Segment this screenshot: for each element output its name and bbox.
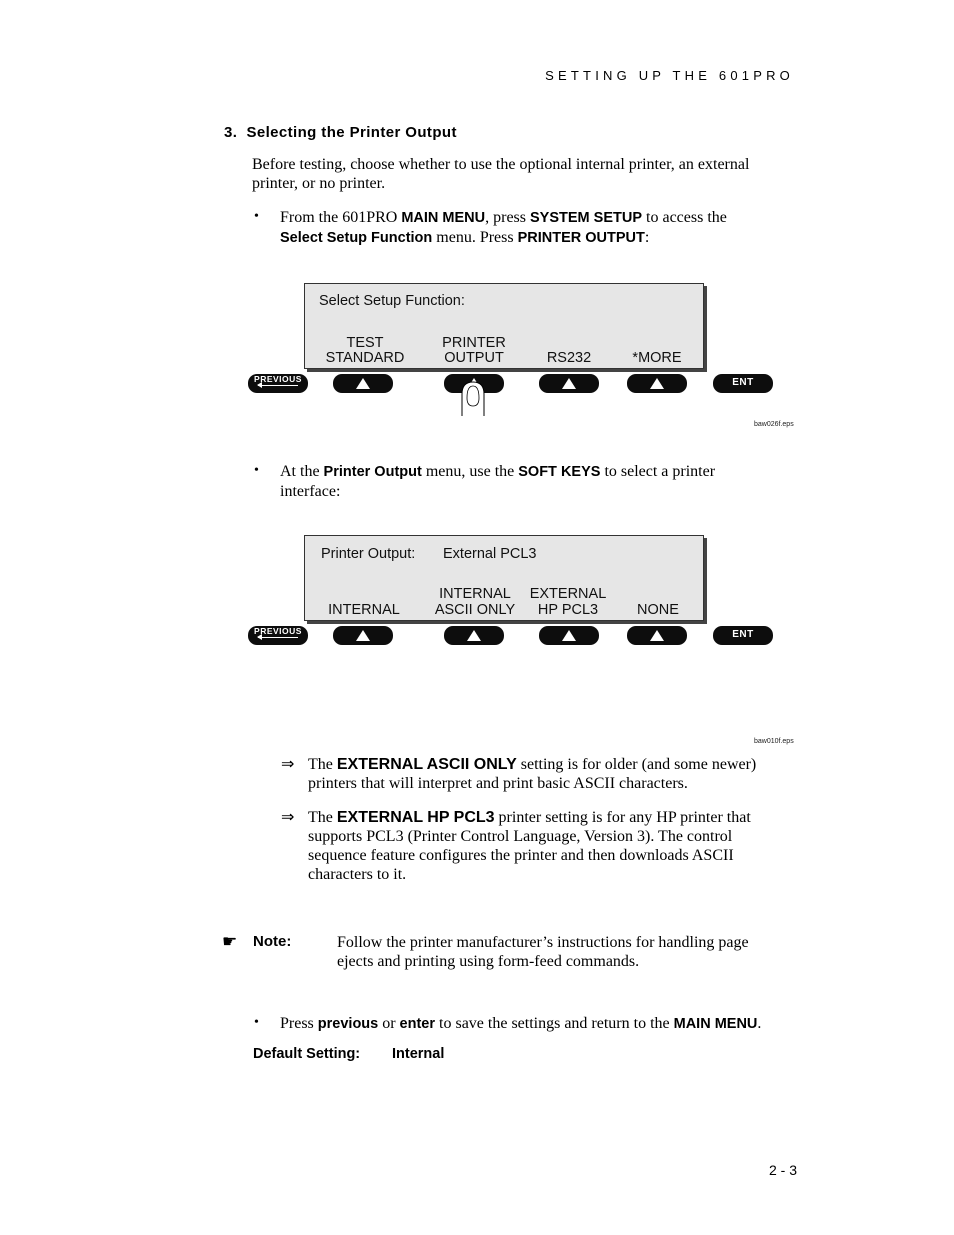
external-ascii-description: The EXTERNAL ASCII ONLY setting is for older (and some newer) printers that will interpret and print basic ASCII characters. [308,756,757,792]
lcd-softkey-label-internal: INTERNAL [328,602,400,618]
pointing-hand-icon: ☛ [222,932,238,951]
up-triangle-icon [650,378,664,389]
enter-key[interactable]: ENT [713,626,773,645]
softkey-1[interactable] [333,626,393,645]
running-header: SETTING UP THE 601PRO [545,68,794,83]
figure-caption-2: baw010f.eps [754,738,794,745]
left-arrow-icon [258,637,298,638]
lcd-softkey-label-internal-top: INTERNAL [439,586,511,602]
up-triangle-icon [562,630,576,641]
bullet-press-previous-enter: Press previous or enter to save the settings and return to the MAIN MENU. [280,1015,762,1032]
lcd-softkey-label-printer: PRINTER [442,335,506,351]
softkey-3[interactable] [539,626,599,645]
lcd-title: Select Setup Function: [319,293,465,309]
bullet-printer-output-menu: At the Printer Output menu, use the SOFT KEYS to select a printer interface: [280,463,716,500]
implies-arrow-icon: ⇒ [281,809,295,826]
lcd-softkey-label-output: OUTPUT [444,350,504,366]
up-triangle-icon [562,378,576,389]
external-hp-pcl3-description: The EXTERNAL HP PCL3 printer setting is for any HP printer that supports PCL3 (Printer Control Language, Version 3). The control sequence feature configures the printer and then downloads ASCII characters to it. [308,809,751,883]
softkey-2[interactable] [444,626,504,645]
section-number: 3. [224,124,238,141]
bullet-from-main-menu: From the 601PRO MAIN MENU, press SYSTEM SETUP to access the Select Setup Function menu. Press PRINTER OUTPUT: [280,209,727,246]
lcd-current-value: External PCL3 [443,546,537,562]
pressing-finger-icon [459,380,487,416]
bullet-marker: • [254,209,259,224]
section-heading [224,124,457,141]
lcd-softkey-label-test: TEST [346,335,384,351]
up-triangle-icon [356,378,370,389]
lcd-softkey-label-more: *MORE [632,350,682,366]
softkey-4[interactable] [627,626,687,645]
lcd-screen-setup-function [304,283,704,369]
up-triangle-icon [650,630,664,641]
lcd-softkey-label-standard: STANDARD [325,350,405,366]
figure-caption-1: baw026f.eps [754,421,794,428]
softkey-4[interactable] [627,374,687,393]
lcd-softkey-label-external: EXTERNAL [529,586,607,602]
enter-key[interactable]: ENT [713,374,773,393]
softkey-1[interactable] [333,374,393,393]
default-setting-label: Default Setting: [253,1046,361,1062]
lcd-softkey-label-hp-pcl3: HP PCL3 [537,602,599,618]
lcd-screen-printer-output [304,535,704,621]
bullet-marker: • [254,1015,259,1030]
previous-key[interactable]: PREVIOUS [248,374,308,393]
previous-key[interactable]: PREVIOUS [248,626,308,645]
note-label: Note: [253,933,292,950]
left-arrow-icon [258,385,298,386]
softkey-3[interactable] [539,374,599,393]
implies-arrow-icon: ⇒ [281,756,295,773]
lcd-softkey-label-rs232: RS232 [546,350,592,366]
note-text: Follow the printer manufacturer’s instructions for handling page ejects and printing using form-feed commands. [337,934,749,970]
up-triangle-icon [467,630,481,641]
bullet-marker: • [254,463,259,478]
lcd-softkey-label-ascii-only: ASCII ONLY [434,602,516,618]
page-number: 2 - 3 [769,1162,798,1178]
lcd-title: Printer Output: [321,546,416,562]
default-setting-value: Internal [392,1046,445,1062]
section-title: Selecting the Printer Output [246,124,457,141]
lcd-softkey-label-none: NONE [637,602,679,618]
up-triangle-icon [356,630,370,641]
intro-paragraph: Before testing, choose whether to use the optional internal printer, an external printer, or no printer. [252,156,750,192]
